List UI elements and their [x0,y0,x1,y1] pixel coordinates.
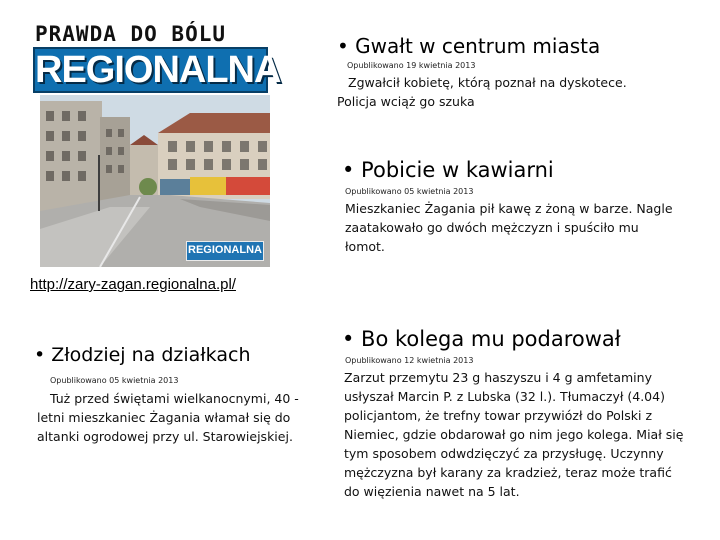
watermark-text: REGIONALNA [188,244,262,256]
logo-top-line: PRAWDA DO BÓLU [35,22,227,46]
article-1-title[interactable]: • Gwałt w centrum miasta [337,34,601,58]
article-4-date: Opublikowano 12 kwietnia 2013 [345,356,474,365]
article-4-title[interactable]: • Bo kolega mu podarował [342,327,621,351]
article-3-title[interactable]: • Złodziej na działkach [34,344,251,366]
article-3-body: Tuż przed świętami wielkanocnymi, 40 -letni mieszkaniec Żagania włamał się do altanki ogrodowej przy ul. Starowiejskiej. [37,391,299,444]
article-3-date: Opublikowano 05 kwietnia 2013 [50,376,179,385]
street-photo [40,95,270,267]
regionalna-watermark [186,241,264,261]
logo-wordmark: REGIONALNA [35,49,281,91]
site-url-link[interactable]: http://zary-zagan.regionalna.pl/ [30,276,236,293]
article-2-date: Opublikowano 05 kwietnia 2013 [345,187,474,196]
article-2-body: Mieszkaniec Żagania pił kawę z żoną w barze. Nagle zaatakowało go dwóch mężczyzn i spuściło mu łomot. [345,201,673,254]
regionalna-logo [33,47,281,93]
article-4-body: Zarzut przemytu 23 g haszyszu i 4 g amfetaminy usłyszał Marcin P. z Lubska (32 l.). Tłumaczył (4.04) policjantom, że trefny towar przywiózł do Polski z Niemiec, gdzie obdarował go nim jego kolega. Miał się tym sposobem odwdzięczyć za przysługę. Uczynny mężczyzna był karany za kradzież, teraz może trafić do więzienia nawet na 5 lat. [344,370,684,499]
article-2-title[interactable]: • Pobicie w kawiarni [342,158,554,182]
article-1-date: Opublikowano 19 kwietnia 2013 [347,61,476,70]
article-1-body: Zgwałcił kobietę, którą poznał na dyskotece. Policja wciąż go szuka [337,75,627,109]
